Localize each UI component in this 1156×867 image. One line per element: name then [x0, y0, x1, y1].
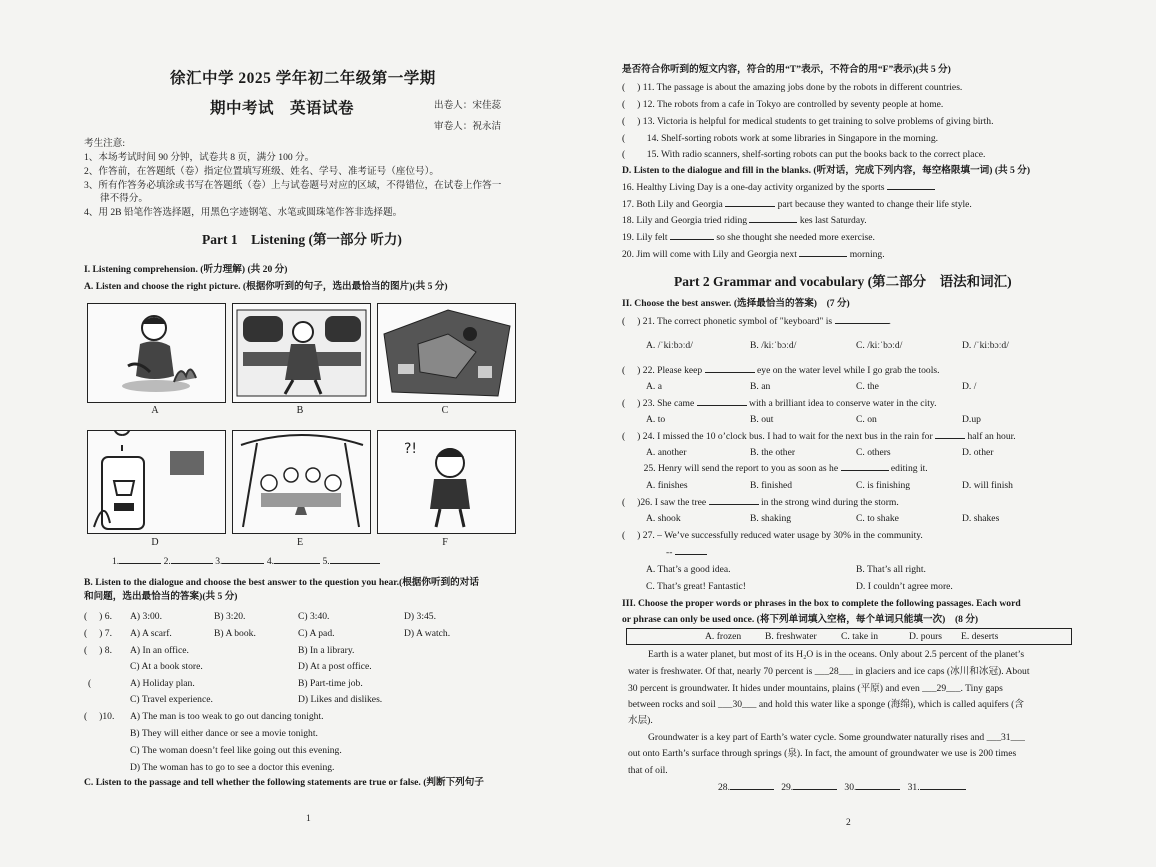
fill-19-post: so she thought she needed more exercise. — [716, 232, 875, 243]
svg-text:?!: ?! — [404, 441, 418, 457]
answer-1-label: 1. — [112, 556, 120, 567]
section-iii-heading: III. Choose the proper words or phrases in the box to complete the following passages. Each word — [622, 598, 1021, 609]
answer-29-label: 29. — [781, 782, 794, 793]
picture-c-label: C — [441, 405, 449, 416]
q23-stem-text: ( ) 23. She came — [622, 398, 695, 409]
q7-option-c[interactable]: C) A pad. — [298, 628, 335, 639]
q6-option-b[interactable]: B) 3:20. — [214, 611, 246, 622]
word-c: C. take in — [841, 631, 879, 642]
picture-b — [232, 303, 371, 403]
section-c-heading: C. Listen to the passage and tell whether the following statements are true or false. (判断下列句子 — [84, 777, 484, 788]
q23-option-d[interactable]: D.up — [962, 414, 981, 425]
q23-stem-post: with a brilliant idea to conserve water in the city. — [749, 398, 937, 409]
word-b: B. freshwater — [765, 631, 817, 642]
q10-option-b[interactable]: B) They will either dance or see a movie tonight. — [130, 728, 318, 739]
passage-line-5: 水层). — [628, 715, 653, 726]
q24-option-a[interactable]: A. another — [646, 447, 687, 458]
q25-option-a[interactable]: A. finishes — [646, 480, 688, 491]
answer-3-blank[interactable] — [222, 563, 264, 564]
q22-option-d[interactable]: D. / — [962, 381, 977, 392]
section-b-heading: B. Listen to the dialogue and choose the best answer to the question you hear.(根据你听到的对话 — [84, 577, 479, 588]
q27-stem: ( ) 27. – We’ve successfully reduced water usage by 30% in the community. — [622, 530, 923, 541]
section-i-heading: I. Listening comprehension. (听力理解) (共 20 分) — [84, 264, 288, 275]
q24-stem-post: half an hour. — [967, 431, 1016, 442]
tf-13: ( ) 13. Victoria is helpful for medical students to get training to solve problems of giving birth. — [622, 116, 994, 127]
q22-stem-post: eye on the water level while I go grab the tools. — [757, 365, 940, 376]
q21-blank[interactable] — [835, 323, 889, 324]
q25-option-b[interactable]: B. finished — [750, 480, 793, 491]
q24-option-c[interactable]: C. others — [856, 447, 891, 458]
note-3-cont: 律不得分。 — [100, 193, 148, 204]
q21-option-b[interactable]: B. /kiːˈbɔːd/ — [750, 340, 797, 351]
q26-stem — [622, 496, 899, 509]
word-box — [626, 628, 1072, 645]
q27-dash: -- — [666, 547, 673, 558]
q8-option-a[interactable]: A) In an office. — [130, 645, 189, 656]
passage-line-1: Earth is a water planet, but most of its H₂O is in the oceans. Only about 2.5 percent of the planet’s — [648, 649, 1025, 660]
q22-option-a[interactable]: A. a — [646, 381, 662, 392]
fill-17-post: part because they wanted to change their life style. — [777, 199, 972, 210]
section-b-heading-cont: 和问题，选出最恰当的答案)(共 5 分) — [84, 591, 238, 602]
answer-2-blank[interactable] — [171, 563, 213, 564]
q21-stem-text: ( ) 21. The correct phonetic symbol of "keyboard" is — [622, 316, 833, 327]
q26-blank[interactable] — [709, 504, 759, 505]
answer-4-blank[interactable] — [274, 563, 320, 564]
answer-28-blank[interactable] — [730, 789, 774, 790]
q23-stem — [622, 397, 936, 410]
fill-17-text: 17. Both Lily and Georgia — [622, 199, 723, 210]
q6-option-c[interactable]: C) 3:40. — [298, 611, 330, 622]
fill-17-blank[interactable] — [725, 206, 775, 207]
q7-option-d[interactable]: D) A watch. — [404, 628, 451, 639]
picture-a-label: A — [151, 405, 159, 416]
q23-option-c[interactable]: C. on — [856, 414, 877, 425]
answer-blank-row — [112, 555, 380, 568]
q22-stem-text: ( ) 22. Please keep — [622, 365, 703, 376]
fill-20 — [622, 248, 885, 261]
q27-option-b[interactable]: B. That’s all right. — [856, 564, 926, 575]
fill-20-text: 20. Jim will come with Lily and Georgia next — [622, 249, 797, 260]
q10-option-a[interactable]: A) The man is too weak to go out dancing tonight. — [130, 711, 324, 722]
author-label: 出卷人：宋佳蕊 — [434, 100, 502, 111]
dizzy-boy-icon — [378, 431, 515, 533]
tf-14: ( 14. Shelf-sorting robots work at some libraries in Singapore in the morning. — [622, 133, 939, 144]
answer-5-label: 5. — [322, 556, 330, 567]
q9-option-c[interactable]: C) Travel experience. — [130, 694, 213, 705]
q25-stem — [622, 462, 928, 475]
q25-stem-post: editing it. — [890, 463, 928, 474]
campfire-tent-icon — [233, 431, 370, 533]
tf-15: ( 15. With radio scanners, shelf-sorting robots can put the books back to the correct place. — [622, 149, 986, 160]
q6-lead: ( ) 6. — [84, 611, 112, 622]
answer-31-blank[interactable] — [920, 789, 966, 790]
answer-29-blank[interactable] — [793, 789, 837, 790]
fill-19-text: 19. Lily felt — [622, 232, 668, 243]
picture-a — [87, 303, 226, 403]
fill-18-blank[interactable] — [749, 222, 797, 223]
picture-f-label: F — [442, 537, 448, 548]
answer-5-blank[interactable] — [330, 563, 380, 564]
fill-16-text: 16. Healthy Living Day is a one-day activity organized by the sports — [622, 182, 885, 193]
q26-option-a[interactable]: A. shook — [646, 513, 681, 524]
picture-b-label: B — [296, 405, 304, 416]
fill-18-post: kes last Saturday. — [799, 215, 867, 226]
q27-option-a[interactable]: A. That’s a good idea. — [646, 564, 731, 575]
picture-e-label: E — [296, 537, 304, 548]
passage-line-4: between rocks and soil ___30___ and hold this water like a sponge (海绵), which is called aquifers (含 — [628, 699, 1024, 710]
q25-option-d[interactable]: D. will finish — [962, 480, 1013, 491]
q7-option-a[interactable]: A) A scarf. — [130, 628, 172, 639]
answer-31-label: 31. — [907, 782, 920, 793]
fill-19-blank[interactable] — [670, 239, 714, 240]
q10-lead: ( )10. — [84, 711, 115, 722]
picture-d — [87, 430, 226, 534]
q25-blank[interactable] — [841, 470, 889, 471]
note-3: 3、所有作答务必填涂或书写在答题纸（卷）上与试卷题号对应的区域，不得错位，在试卷上作答一 — [84, 180, 502, 191]
q27-reply — [666, 546, 707, 559]
q23-blank[interactable] — [697, 405, 747, 406]
section-a-heading: A. Listen and choose the right picture. (根据你听到的句子，选出最恰当的图片)(共 5 分) — [84, 281, 448, 292]
q9-option-d[interactable]: D) Likes and dislikes. — [298, 694, 383, 705]
q24-option-d[interactable]: D. other — [962, 447, 994, 458]
notes-heading: 考生注意: — [84, 138, 126, 149]
section-c-heading-cont: 是否符合你听到的短文内容，符合的用“T”表示，不符合的用“F”表示)(共 5 分) — [622, 64, 951, 75]
section-iii-heading-cont: or phrase can only be used once. (将下列单词填入空格，每个单词只能填一次) (8 分) — [622, 614, 979, 625]
exam-title: 期中考试 英语试卷 — [210, 100, 355, 117]
q25-stem-text: 25. Henry will send the report to you as soon as he — [622, 463, 839, 474]
q22-option-b[interactable]: B. an — [750, 381, 771, 392]
page-number-1: 1 — [306, 814, 311, 824]
word-e: E. deserts — [961, 631, 999, 642]
q24-stem-text: ( ) 24. I missed the 10 o’clock bus. I had to wait for the next bus in the rain for — [622, 431, 933, 442]
q26-option-c[interactable]: C. to shake — [856, 513, 899, 524]
reviewer-label: 审卷人：祝永洁 — [434, 121, 502, 132]
q10-option-c[interactable]: C) The woman doesn’t feel like going out this evening. — [130, 745, 342, 756]
fill-18-text: 18. Lily and Georgia tried riding — [622, 215, 748, 226]
q9-option-b[interactable]: B) Part-time job. — [298, 678, 363, 689]
answer-2-label: 2. — [163, 556, 171, 567]
q7-lead: ( ) 7. — [84, 628, 112, 639]
q26-stem-text: ( )26. I saw the tree — [622, 497, 707, 508]
q21-option-a[interactable]: A. /ˈkiːbɔːd/ — [646, 340, 693, 351]
q27-blank[interactable] — [675, 554, 707, 555]
passage-answer-row — [718, 781, 966, 794]
q24-option-b[interactable]: B. the other — [750, 447, 796, 458]
q7-option-b[interactable]: B) A book. — [214, 628, 256, 639]
boy-planting-icon — [88, 304, 225, 402]
tf-11: ( ) 11. The passage is about the amazing jobs done by the robots in different countries. — [622, 82, 963, 93]
q21-option-c[interactable]: C. /kiːˈbɔːd/ — [856, 340, 903, 351]
q26-option-b[interactable]: B. shaking — [750, 513, 792, 524]
q8-option-b[interactable]: B) In a library. — [298, 645, 355, 656]
part2-title: Part 2 Grammar and vocabulary (第二部分 语法和词汇) — [674, 274, 1012, 289]
q21-stem: ( ) 21. The correct phonetic symbol of "keyboard" is . — [622, 316, 891, 327]
q22-blank[interactable] — [705, 372, 755, 373]
q6-option-a[interactable]: A) 3:00. — [130, 611, 162, 622]
q22-stem — [622, 364, 940, 377]
q26-stem-post: in the strong wind during the storm. — [761, 497, 899, 508]
word-d: D. pours — [909, 631, 943, 642]
answer-30-blank[interactable] — [856, 789, 900, 790]
note-2: 2、作答前，在答题纸（卷）指定位置填写班级、姓名、学号、准考证号（座位号）。 — [84, 166, 439, 177]
fill-17 — [622, 198, 972, 211]
q21-option-d[interactable]: D. /ˈkiːbɔːd/ — [962, 340, 1009, 351]
answer-28-label: 28. — [718, 782, 730, 793]
q9-lead: ( — [88, 678, 92, 689]
passage-line-6: Groundwater is a key part of Earth’s water cycle. Some groundwater naturally rises and ___31___ — [648, 732, 1025, 743]
note-4: 4、用 2B 铅笔作答选择题，用黑色字迹钢笔、水笔或圆珠笔作答非选择题。 — [84, 207, 403, 218]
q10-option-d[interactable]: D) The woman has to go to see a doctor this evening. — [130, 762, 335, 773]
q8-lead: ( ) 8. — [84, 645, 112, 656]
fill-16 — [622, 181, 935, 194]
q27-option-d[interactable]: D. I couldn’t agree more. — [856, 581, 953, 592]
section-d-heading: D. Listen to the dialogue and fill in the blanks. (听对话，完成下列内容，每空格限填一词) (共 5 分) — [622, 165, 1031, 176]
q6-option-d[interactable]: D) 3:45. — [404, 611, 436, 622]
q25-option-c[interactable]: C. is finishing — [856, 480, 911, 491]
phone-shopping-icon — [88, 431, 225, 533]
passage-line-3: 30 percent is groundwater. It hides under mountains, plains (平原) and even ___29___. Tiny gaps — [628, 683, 1003, 694]
q8-option-d[interactable]: D) At a post office. — [298, 661, 372, 672]
word-a: A. frozen — [705, 631, 742, 642]
messy-room-icon — [378, 304, 515, 402]
passage-line-7: out onto Earth’s surface through springs (泉). In fact, the amount of groundwater we use is 200 times — [628, 748, 1017, 759]
answer-3-label: 3. — [215, 556, 223, 567]
q24-stem — [622, 430, 1016, 443]
q26-option-d[interactable]: D. shakes — [962, 513, 1000, 524]
fill-18 — [622, 214, 867, 227]
q22-option-c[interactable]: C. the — [856, 381, 879, 392]
fill-19 — [622, 231, 875, 244]
fill-20-blank[interactable] — [799, 256, 847, 257]
q8-option-c[interactable]: C) At a book store. — [130, 661, 203, 672]
q23-option-b[interactable]: B. out — [750, 414, 774, 425]
answer-1-blank[interactable] — [119, 563, 161, 564]
section-ii-heading: II. Choose the best answer. (选择最恰当的答案) (7 分) — [622, 298, 850, 309]
fill-20-post: morning. — [849, 249, 885, 260]
passage-line-8: that of oil. — [628, 765, 668, 776]
picture-d-label: D — [151, 537, 159, 548]
part1-title: Part 1 Listening (第一部分 听力) — [202, 232, 402, 247]
q27-option-c[interactable]: C. That’s great! Fantastic! — [646, 581, 746, 592]
q9-option-a[interactable]: A) Holiday plan. — [130, 678, 195, 689]
school-title: 徐汇中学 2025 学年初二年级第一学期 — [170, 70, 436, 87]
note-1: 1、本场考试时间 90 分钟，试卷共 8 页，满分 100 分。 — [84, 152, 315, 163]
page-number-2: 2 — [846, 818, 851, 828]
q23-option-a[interactable]: A. to — [646, 414, 666, 425]
picture-c — [377, 303, 516, 403]
fill-16-blank[interactable] — [887, 189, 935, 190]
answer-4-label: 4. — [266, 556, 275, 567]
picture-f — [377, 430, 516, 534]
picture-e — [232, 430, 371, 534]
answer-30-label: 30. — [844, 782, 857, 793]
man-on-train-icon — [233, 304, 370, 402]
tf-12: ( ) 12. The robots from a cafe in Tokyo are controlled by seventy people at home. — [622, 99, 944, 110]
q24-blank[interactable] — [935, 438, 965, 439]
passage-line-2: water is freshwater. Of that, nearly 70 percent is ___28___ in glaciers and ice caps (冰川和冰冠). About — [628, 666, 1030, 677]
